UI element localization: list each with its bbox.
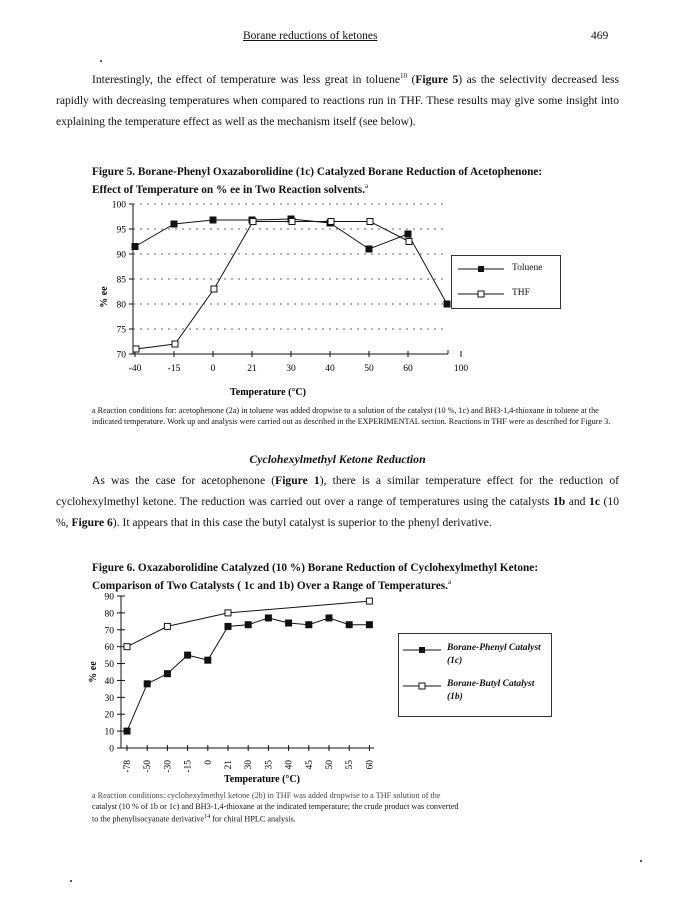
data-point-thf <box>250 219 256 225</box>
speck <box>640 860 642 862</box>
text: ( <box>407 72 416 86</box>
data-point-phenyl <box>286 620 292 626</box>
data-point-toluene <box>210 217 216 223</box>
text: ). It appears that in this case the butyl catalyst is superior to the phenyl derivative. <box>112 516 492 529</box>
data-point-phenyl <box>326 615 332 621</box>
y-tick-label: 90 <box>116 250 126 261</box>
x-tick-label: -50 <box>143 760 154 773</box>
legend-label-butyl: Borane-Butyl Catalyst (1b) <box>447 679 535 702</box>
x-tick-label: 40 <box>325 364 335 374</box>
x-tick-label: 45 <box>304 760 315 770</box>
data-point-phenyl <box>205 657 211 663</box>
reference-superscript: 14 <box>204 814 211 820</box>
legend-label-phenyl: Borane-Phenyl Catalyst (1c) <box>447 643 541 666</box>
data-point-thf <box>289 219 295 225</box>
legend-markers <box>401 642 443 702</box>
data-point-thf <box>172 341 178 347</box>
x-tick-label: 50 <box>325 760 335 770</box>
caption-line: Figure 6. Oxazaborolidine Catalyzed (10 %) Borane Reduction of Cyclohexylmethyl Ketone: <box>92 562 539 574</box>
data-point-toluene <box>405 231 411 237</box>
y-tick-label: 70 <box>116 350 126 361</box>
figure-5-legend <box>451 255 561 309</box>
legend-label-thf: THF <box>512 288 530 298</box>
text: for chiral HPLC analysis. <box>210 814 296 824</box>
x-tick-label: 30 <box>244 760 255 770</box>
y-tick-label: 20 <box>104 710 114 721</box>
series-line-toluene <box>135 219 447 304</box>
y-tick-label: 30 <box>104 693 114 704</box>
figure-5-footnote: a Reaction conditions for: acetophenone (2a) in toluene was added dropwise to a solution of the catalyst (10 %, 1c) and BH3-1,4-thioxane in toluene at the indicated temperature. Work up and analysis were carried out as described in the EXPERIMENTAL section. Reactions in THF were as described for Figure 3. <box>92 406 611 426</box>
data-point-butyl <box>164 623 170 629</box>
x-tick-label: -30 <box>163 760 174 773</box>
speck <box>100 60 102 62</box>
data-point-butyl <box>225 610 231 616</box>
figure-5-chart <box>80 195 469 400</box>
series-layer <box>124 598 372 734</box>
data-point-thf <box>406 239 412 245</box>
x-tick-label: -15 <box>183 760 194 773</box>
y-tick-label: 80 <box>104 609 114 620</box>
footnote-line: a Reaction conditions: cyclohexylmethyl ketone (2b) in THF was added dropwise to a THF solution of the <box>92 791 441 800</box>
figure-reference: Figure 1 <box>275 474 320 487</box>
figure-reference: Figure 6 <box>71 516 113 529</box>
data-point-toluene <box>366 246 372 252</box>
running-title: Borane reductions of ketones <box>243 30 378 42</box>
legend-marker-phenyl <box>419 647 425 653</box>
y-tick-label: 60 <box>104 643 114 654</box>
data-point-toluene <box>171 221 177 227</box>
y-tick-label: 0 <box>109 744 114 755</box>
caption-text: Comparison of Two Catalysts ( 1c and 1b) Over a Range of Temperatures. <box>92 579 448 592</box>
data-point-phenyl <box>225 623 231 629</box>
data-point-thf <box>328 219 334 225</box>
data-point-phenyl <box>144 681 150 687</box>
data-point-toluene <box>444 301 450 307</box>
figure-reference: Figure 5 <box>415 72 459 86</box>
x-axis-title: Temperature (°C) <box>230 387 306 398</box>
data-point-phenyl <box>164 671 170 677</box>
x-tick-label: 0 <box>203 760 214 765</box>
x-tick-label: 55 <box>345 760 356 770</box>
data-point-phenyl <box>306 622 312 628</box>
legend-label-toluene: Toluene <box>512 263 543 273</box>
x-tick-label: 21 <box>247 364 257 374</box>
legend-marker-butyl <box>419 683 425 689</box>
data-point-thf <box>133 346 139 352</box>
figure-6-legend <box>398 633 552 717</box>
x-tick-label: 0 <box>210 364 216 374</box>
data-point-butyl <box>366 598 372 604</box>
axes <box>112 201 469 375</box>
text: As was the case for acetophenone ( <box>92 474 276 487</box>
footnote-mark: a <box>364 182 369 190</box>
x-tick-label: -78 <box>123 760 133 773</box>
catalyst-ref: 1b <box>552 495 566 508</box>
data-point-toluene <box>132 244 138 250</box>
x-tick-label: 60 <box>403 364 413 374</box>
data-point-phenyl <box>265 615 271 621</box>
y-tick-label: 85 <box>116 275 126 286</box>
y-axis-title: % ee <box>88 661 99 683</box>
data-point-thf <box>211 286 217 292</box>
x-tick-label: 30 <box>286 364 296 374</box>
y-tick-label: 10 <box>104 727 114 738</box>
data-point-phenyl <box>346 622 352 628</box>
page-header <box>0 30 675 46</box>
y-tick-label: 80 <box>116 300 126 311</box>
y-tick-label: 70 <box>104 626 114 637</box>
series-line-thf <box>136 222 409 350</box>
reference-superscript: 10 <box>400 72 408 80</box>
page-number: 469 <box>591 30 609 42</box>
caption-line: Figure 5. Borane-Phenyl Oxazaborolidine (1c) Catalyzed Borane Reduction of Acetophenone: <box>92 166 543 178</box>
text: ), there is a similar temperature effect for the reduction of cyclohexylmethyl ketone. The reduction was carried out over a range of temperatures using the catalysts <box>56 474 620 508</box>
figure-6-caption <box>92 561 622 593</box>
footnote-mark: a <box>447 578 452 586</box>
text: Interestingly, the effect of temperature was less great in toluene <box>92 72 401 86</box>
figure-5-caption <box>92 165 622 197</box>
y-tick-label: 100 <box>111 200 126 211</box>
paragraph-2 <box>56 470 619 533</box>
data-point-phenyl <box>245 622 251 628</box>
figure-6-footnote <box>92 790 622 825</box>
footnote-line: catalyst (10 % of 1b or 1c) and BH3-1,4-thioxane at the indicated temperature; the crude product was converted <box>92 802 459 811</box>
x-tick-label: 40 <box>284 760 295 770</box>
speck <box>70 880 72 882</box>
footnote-line <box>92 812 622 825</box>
x-axis-title: Temperature (°C) <box>224 774 300 785</box>
series-layer <box>132 216 450 352</box>
x-tick-label: 50 <box>364 364 374 374</box>
data-point-phenyl <box>124 728 130 734</box>
text: to the phenylisocyanate derivative <box>92 814 205 824</box>
data-point-thf <box>367 219 373 225</box>
figure-6-chart <box>80 590 400 790</box>
x-tick-label: -40 <box>128 364 142 374</box>
x-tick-label: 100 <box>453 364 469 374</box>
section-heading: Cyclohexylmethyl Ketone Reduction <box>249 452 426 466</box>
series-line-phenyl <box>127 618 369 731</box>
catalyst-ref: 1c <box>589 495 600 508</box>
x-tick-label: -15 <box>167 364 181 374</box>
x-tick-label: 60 <box>365 760 376 770</box>
data-point-butyl <box>124 644 130 650</box>
y-tick-label: 75 <box>116 325 126 336</box>
y-tick-label: 90 <box>104 592 114 603</box>
x-tick-label: 21 <box>224 760 234 770</box>
caption-text: Effect of Temperature on % ee in Two Reaction solvents. <box>92 183 365 196</box>
data-point-phenyl <box>366 622 372 628</box>
y-tick-label: 50 <box>104 660 114 671</box>
y-tick-label: 40 <box>104 676 114 687</box>
legend-marker-thf <box>478 291 484 297</box>
y-axis-title: % ee <box>99 286 110 308</box>
legend-markers <box>456 262 506 304</box>
data-point-phenyl <box>185 652 191 658</box>
text: ) as the selectivity decreased less rapidly with decreasing temperatures when compared to reactions run in THF. These results may give some insight into explaining the temperature effect as well as the mechanism itself (see below). <box>56 72 619 128</box>
text: (10 %, <box>56 495 619 529</box>
y-tick-label: 95 <box>116 225 126 236</box>
legend-marker-toluene <box>478 266 484 272</box>
x-tick-label: 35 <box>264 760 275 770</box>
paragraph-1 <box>56 66 619 132</box>
text: and <box>565 495 590 508</box>
